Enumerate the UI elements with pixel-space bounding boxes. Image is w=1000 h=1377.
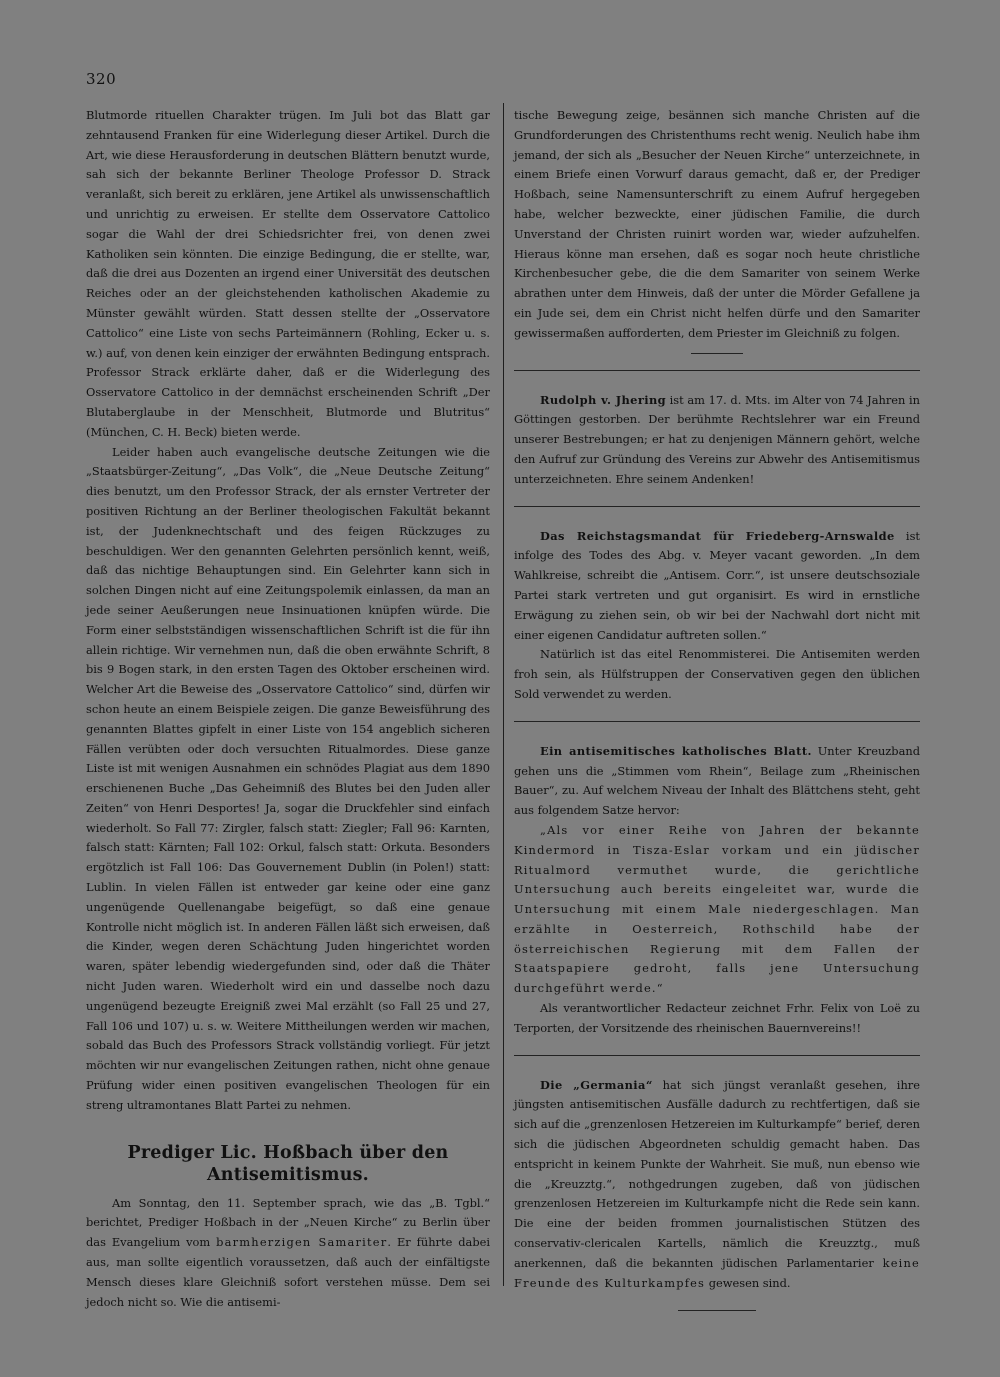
item-text: Unter Kreuzband gehen uns die „Stimmen vom Rhein“, Beilage zum „Rheinischen Bauer“, zu. Auf welchem Niveau der Inhalt des Blättchens steht, geht aus folgendem Satze hervor: <box>514 743 920 818</box>
left-column <box>86 106 490 1312</box>
emphasized-text: keine Freunde des Kulturkampfes <box>514 1255 920 1290</box>
column-divider <box>503 103 504 1286</box>
paragraph: Blutmorde rituellen Charakter trügen. Im Juli bot das Blatt gar zehntausend Franken für eine Widerlegung dieser Artikel. Durch die Art, wie diese Herausforderung in deutschen Blättern benutzt wurde, sah sich der bekannte Berliner Theologe Professor D. Strack veranlaßt, sich bereit zu erklären, jene Artikel als unwissenschaftlich und unrichtig zu erweisen. Er stellte dem Osservatore Cattolico sogar die Wahl der drei Schiedsrichter frei, von denen zwei Katholiken sein könnten. Die einzige Bedingung, die er stellte, war, daß die drei aus Dozenten an irgend einer Universität des deutschen Reiches oder an der gleichstehenden katholischen Akademie zu Münster gewählt würden. Statt dessen stellte der „Osservatore Cattolico“ eine Liste von sechs Parteimännern (Rohling, Ecker u. s. w.) auf, von denen kein einziger der erwähnten Bedingung entsprach. Professor Strack erklärte daher, daß er die Widerlegung des Osservatore Cattolico in der demnächst erscheinenden Schrift „Der Blutaberglaube in der Menschheit, Blutmorde und Blutritus“ (München, C. H. Beck) bieten werde. <box>86 108 490 439</box>
item-headline: Die „Germania“ <box>540 1077 653 1092</box>
page-number: 320 <box>86 70 117 88</box>
item-text: ist infolge des Todes des Abg. v. Meyer vacant geworden. „In dem Wahlkreise, schreibt die „Antisem. Corr.“, ist unsere deutschsoziale Partei stark vertreten und gut organisirt. Es wird in ernstliche Erwägung zu ziehen sein, ob wir bei der Nachwahl dort nicht mit einer eigenen Candidatur auftreten sollen.“ <box>514 528 921 642</box>
section-divider <box>514 721 920 722</box>
emphasized-text: barmherzigen Samariter <box>216 1235 388 1250</box>
paragraph: Natürlich ist das eitel Renommisterei. Die Antisemiten werden froh sein, als Hülfstruppen der Conservativen gegen den üblichen Sold verwendet zu werden. <box>514 647 920 701</box>
item-headline: Rudolph v. Jhering <box>540 392 667 407</box>
paragraph: tische Bewegung zeige, besännen sich manche Christen auf die Grundforderungen des Christenthums recht wenig. Neulich habe ihm jemand, der sich als „Besucher der Neuen Kirche“ unterzeichnete, in einem Briefe einen Vorwurf daraus gemacht, daß er, der Prediger Hoßbach, seine Namensunterschrift zu einem Aufruf hergegeben habe, welcher bezweckte, einer jüdischen Familie, die durch Unverstand der Christen ruinirt worden war, wieder aufzuhelfen. Hieraus könne man ersehen, daß es sogar noch heute christliche Kirchenbesucher gebe, die die dem Samariter von seinem Werke abrathen unter dem Hinweis, daß der unter die Mörder Gefallene ja ein Jude sei, dem ein Christ nicht helfen dürfe und den Samariter gewissermaßen aufforderten, dem Priester im Gleichniß zu folgen. <box>514 108 920 340</box>
section-divider <box>514 1055 920 1056</box>
news-item <box>514 391 920 490</box>
item-headline: Das Reichstagsmandat für Friedeberg-Arnswalde <box>540 528 895 543</box>
right-column <box>514 106 920 1311</box>
news-item <box>514 527 920 646</box>
section-divider <box>514 506 920 507</box>
news-item <box>514 742 920 821</box>
item-text: hat sich jüngst veranlaßt gesehen, ihre jüngsten antisemitischen Ausfälle dadurch zu rechtfertigen, daß sie sich auf die „grenzenlosen Hetzereien im Kulturkampfe“ berief, deren sich die jüdischen Abgeordneten schuldig gemacht haben. Das entspricht in keinem Punkte der Wahrheit. Sie muß, nun ebenso wie die „Kreuzztg.“, nothgedrungen zugeben, daß von jüdischen grenzenlosen Hetzereien im Kulturkampfe nicht die Rede sein kann. Die eine der beiden frommen journalistischen Stützen des conservativ-clericalen Kartells, nämlich die Kreuzztg., muß anerkennen, daß die bekannten jüdischen Parlamentarier <box>514 1077 920 1270</box>
paragraph-text: Am Sonntag, den 11. September sprach, wie das „B. Tgbl.“ berichtet, Prediger Hoßbach in der „Neuen Kirche“ zu Berlin über das Evangelium vom <box>86 1195 490 1250</box>
item-text: ist am 17. d. Mts. im Alter von 74 Jahren in Göttingen gestorben. Der berühmte Rechtslehrer war ein Freund unserer Bestrebungen; er hat zu denjenigen Männern gehört, welche den Aufruf zur Gründung des Vereins zur Abwehr des Antisemitismus unterzeichneten. Ehre seinem Andenken! <box>514 392 920 486</box>
paragraph: Leider haben auch evangelische deutsche Zeitungen wie die „Staatsbürger-Zeitung“, „Das Volk“, die „Neue Deutsche Zeitung“ dies benutzt, um den Professor Strack, der als ernster Vertreter der positiven Richtung an der Berliner theologischen Fakultät bekannt ist, der Judenknechtschaft und des feigen Rückzuges zu beschuldigen. Wer den genannten Gelehrten persönlich kennt, weiß, daß das nichtige Behauptungen sind. Ein Gelehrter kann sich in solchen Dingen nicht auf eine Zeitungspolemik einlassen, da man an jede seiner Aeußerungen neue Insinuationen knüpfen würde. Die Form einer selbstständigen wissenschaftlichen Schrift ist die für ihn allein richtige. Wir vernehmen nun, daß die oben erwähnte Schrift, 8 bis 9 Bogen stark, in den ersten Tagen des Oktober erscheinen wird. Welcher Art die Beweise des „Osservatore Cattolico“ sind, dürfen wir schon heute an einem Beispiele zeigen. Die ganze Beweisführung des genannten Blattes gipfelt in einer Liste von 154 angeblich sicheren Fällen verübten oder doch versuchten Ritualmordes. Diese ganze Liste ist mit wenigen Ausnahmen ein schnödes Plagiat aus dem 1890 erschienenen Buche „Das Geheimniß des Blutes bei den Juden aller Zeiten“ von Henri Desportes! Ja, sogar die Druckfehler sind einfach wiederholt. So Fall 77: Zirgler, falsch statt: Ziegler; Fall 96: Karnten, falsch statt: Kärnten; Fall 102: Orkul, falsch statt: Orkuta. Besonders ergötzlich ist Fall 106: Das Gouvernement Dublin (in Polen!) statt: Lublin. In vielen Fällen ist entweder gar keine oder eine ganz ungenügende Quellenangabe beigefügt, so daß eine genaue Kontrolle nicht möglich ist. In anderen Fällen läßt sich erweisen, daß die Kinder, wegen deren Schächtung Juden hingerichtet worden waren, später lebendig wiedergefunden sind, oder daß die Thäter nicht Juden waren. Wiederholt wird ein und dasselbe noch dazu ungenügend bezeugte Ereigniß zwei Mal erzählt (so Fall 25 und 27, Fall 106 und 107) u. s. w. Weitere Mittheilungen werden wir machen, sobald das Buch des Professors Strack vollständig vorliegt. Für jetzt möchten wir nur evangelischen Zeitungen rathen, nicht ohne genaue Prüfung wider einen positiven evangelischen Theologen für ein streng ultramontanes Blatt Partei zu nehmen. <box>86 444 490 1112</box>
section-divider <box>514 370 920 371</box>
news-item <box>514 1076 920 1294</box>
item-text: gewesen sind. <box>705 1275 791 1290</box>
item-headline: Ein antisemitisches katholisches Blatt. <box>540 743 812 758</box>
section-heading: Prediger Lic. Hoßbach über den Antisemitismus. <box>127 1142 449 1185</box>
block-quote: „Als vor einer Reihe von Jahren der bekannte Kindermord in Tisza-Eslar vorkam und ein jüdischer Ritualmord vermuthet wurde, die gerichtliche Untersuchung auch bereits eingeleitet war, wurde die Untersuchung mit einem Male niedergeschlagen. Man erzählte in Oesterreich, Rothschild habe der österreichischen Regierung mit dem Fallen der Staatspapiere gedroht, falls jene Untersuchung durchgeführt werde.“ <box>514 822 920 996</box>
end-rule <box>678 1310 756 1311</box>
short-divider <box>691 353 743 354</box>
paragraph <box>86 1194 490 1313</box>
paragraph-text: . Er führte dabei aus, man sollte eigentlich voraussetzen, daß auch der einfältigste Mensch dieses klare Gleichniß sofort verstehen müsse. Dem sei jedoch nicht so. Wie die antisemi- <box>86 1235 490 1309</box>
paragraph: Als verantwortlicher Redacteur zeichnet Frhr. Felix von Loë zu Terporten, der Vorsitzende des rheinischen Bauernvereins!! <box>514 1001 920 1035</box>
